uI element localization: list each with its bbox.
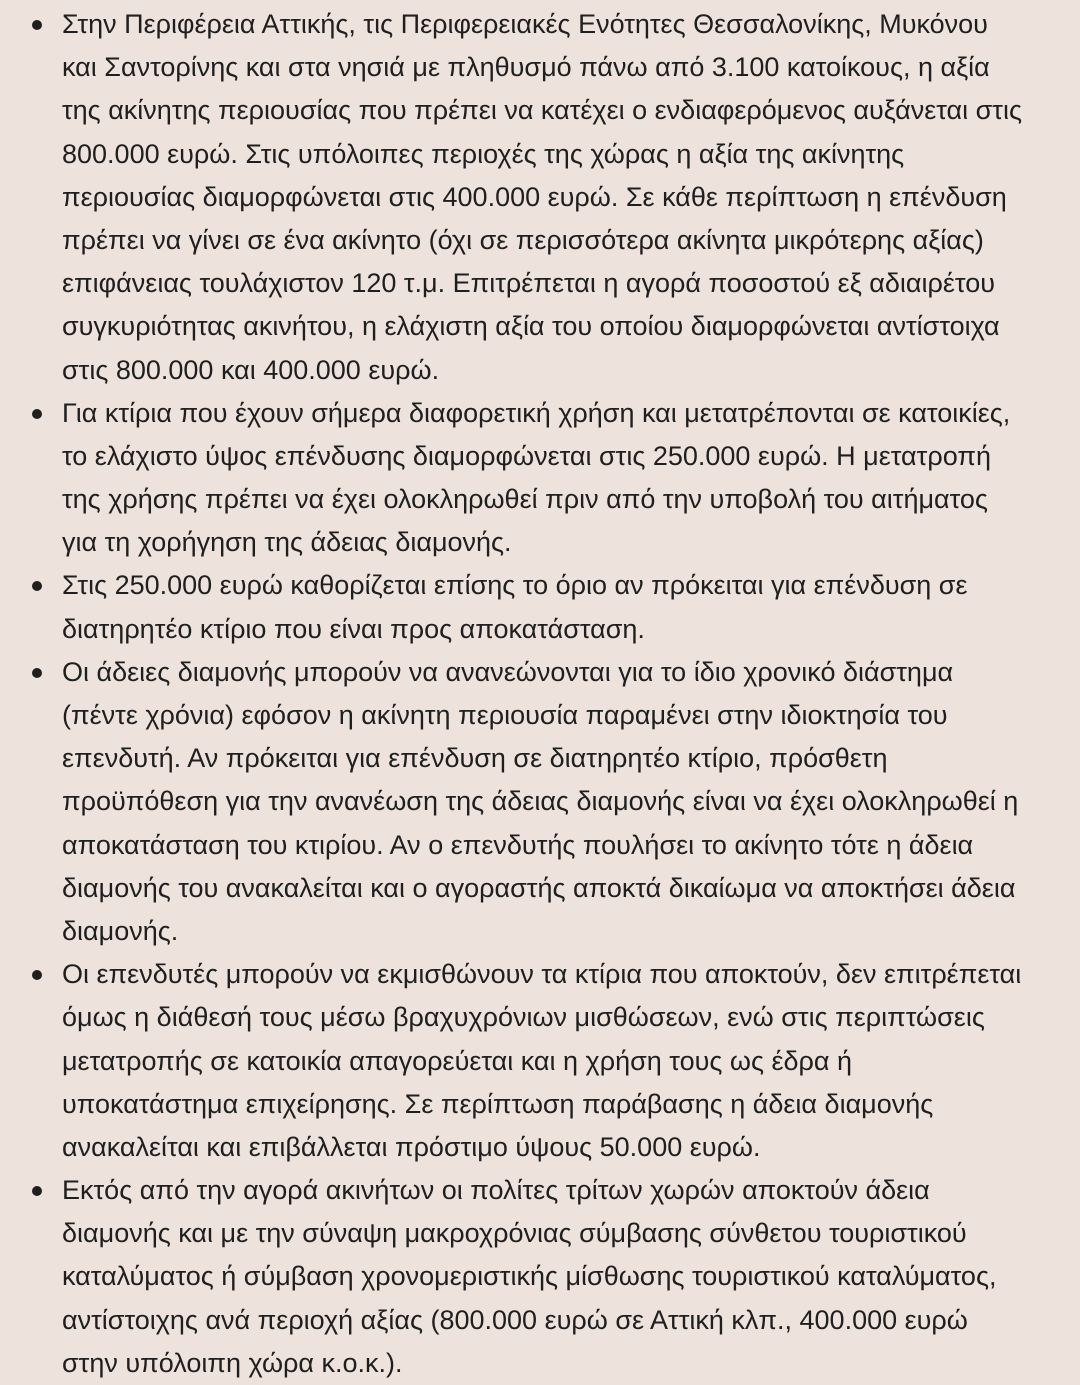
list-item xyxy=(0,392,1080,565)
text-line: στις 800.000 και 400.000 ευρώ. xyxy=(62,354,440,385)
bullet-icon xyxy=(32,668,42,678)
text-line: για τη χορήγηση της άδειας διαμονής. xyxy=(62,527,512,558)
bullet-icon xyxy=(32,581,42,591)
list-item xyxy=(0,1169,1080,1385)
text-line: και Σαντορίνης και στα νησιά με πληθυσμό πάνω από 3.100 κατοίκους, η αξία xyxy=(62,52,990,83)
list-item xyxy=(0,651,1080,953)
list-item xyxy=(0,564,1080,650)
bullet-icon xyxy=(32,1186,42,1196)
bullet-icon xyxy=(32,20,42,30)
text-line: πρέπει να γίνει σε ένα ακίνητο (όχι σε περισσότερα ακίνητα μικρότερης αξίας) xyxy=(62,224,984,255)
text-line: συγκυριότητας ακινήτου, η ελάχιστη αξία του οποίου διαμορφώνεται αντίστοιχα xyxy=(62,311,1000,342)
list-item xyxy=(0,3,1080,392)
text-line: όμως η διάθεσή τους μέσω βραχυχρόνιων μισθώσεων, ενώ στις περιπτώσεις xyxy=(62,1002,985,1033)
text-line: Στις 250.000 ευρώ καθορίζεται επίσης το όριο αν πρόκειται για επένδυση σε xyxy=(62,570,968,601)
text-line: ανακαλείται και επιβάλλεται πρόστιμο ύψους 50.000 ευρώ. xyxy=(62,1131,761,1162)
bullet-icon xyxy=(32,970,42,980)
text-line: διαμονής του ανακαλείται και ο αγοραστής αποκτά δικαίωμα να αποκτήσει άδεια xyxy=(62,872,1016,903)
text-line: Για κτίρια που έχουν σήμερα διαφορετική χρήση και μετατρέπονται σε κατοικίες, xyxy=(62,397,1011,428)
text-line: διαμονής και με την σύναψη μακροχρόνιας σύμβασης σύνθετου τουριστικού xyxy=(62,1218,967,1249)
text-line: περιουσίας διαμορφώνεται στις 400.000 ευρώ. Σε κάθε περίπτωση η επένδυση xyxy=(62,181,1007,212)
text-line: επιφάνειας τουλάχιστον 120 τ.μ. Επιτρέπεται η αγορά ποσοστού εξ αδιαιρέτου xyxy=(62,268,995,299)
text-line: επενδυτή. Αν πρόκειται για επένδυση σε διατηρητέο κτίριο, πρόσθετη xyxy=(62,743,888,774)
text-line: της ακίνητης περιουσίας που πρέπει να κατέχει ο ενδιαφερόμενος αυξάνεται στις xyxy=(62,95,1022,126)
bullet-icon xyxy=(32,409,42,419)
text-line: το ελάχιστο ύψος επένδυσης διαμορφώνεται στις 250.000 ευρώ. Η μετατροπή xyxy=(62,440,991,471)
text-line: στην υπόλοιπη χώρα κ.ο.κ.). xyxy=(62,1347,403,1378)
text-line: της χρήσης πρέπει να έχει ολοκληρωθεί πριν από την υποβολή του αιτήματος xyxy=(62,484,988,515)
text-line: καταλύματος ή σύμβαση χρονομεριστικής μίσθωσης τουριστικού καταλύματος, xyxy=(62,1261,997,1292)
list-item xyxy=(0,953,1080,1169)
text-line: μετατροπής σε κατοικία απαγορεύεται και η χρήση τους ως έδρα ή xyxy=(62,1045,853,1076)
text-line: (πέντε χρόνια) εφόσον η ακίνητη περιουσία παραμένει στην ιδιοκτησία του xyxy=(62,700,948,730)
text-line: αποκατάσταση του κτιρίου. Αν ο επενδυτής πουλήσει το ακίνητο τότε η άδεια xyxy=(62,829,974,860)
text-line: Οι άδειες διαμονής μπορούν να ανανεώνονται για το ίδιο χρονικό διάστημα xyxy=(62,656,954,687)
text-line: αντίστοιχης ανά περιοχή αξίας (800.000 ευρώ σε Αττική κλπ., 400.000 ευρώ xyxy=(62,1304,968,1335)
text-line: 800.000 ευρώ. Στις υπόλοιπες περιοχές της χώρας η αξία της ακίνητης xyxy=(62,138,905,169)
text-line: προϋπόθεση για την ανανέωση της άδειας διαμονής είναι να έχει ολοκληρωθεί η xyxy=(62,786,1019,817)
text-line: Εκτός από την αγορά ακινήτων οι πολίτες τρίτων χωρών αποκτούν άδεια xyxy=(62,1175,930,1206)
text-line: Στην Περιφέρεια Αττικής, τις Περιφερειακές Ενότητες Θεσσαλονίκης, Μυκόνου xyxy=(62,9,988,39)
text-line: διαμονής. xyxy=(62,915,179,946)
text-line: υποκατάστημα επιχείρησης. Σε περίπτωση παράβασης η άδεια διαμονής xyxy=(62,1088,934,1119)
text-line: Οι επενδυτές μπορούν να εκμισθώνουν τα κτίρια που αποκτούν, δεν επιτρέπεται xyxy=(62,959,1022,990)
text-line: διατηρητέο κτίριο που είναι προς αποκατάσταση. xyxy=(62,613,645,644)
